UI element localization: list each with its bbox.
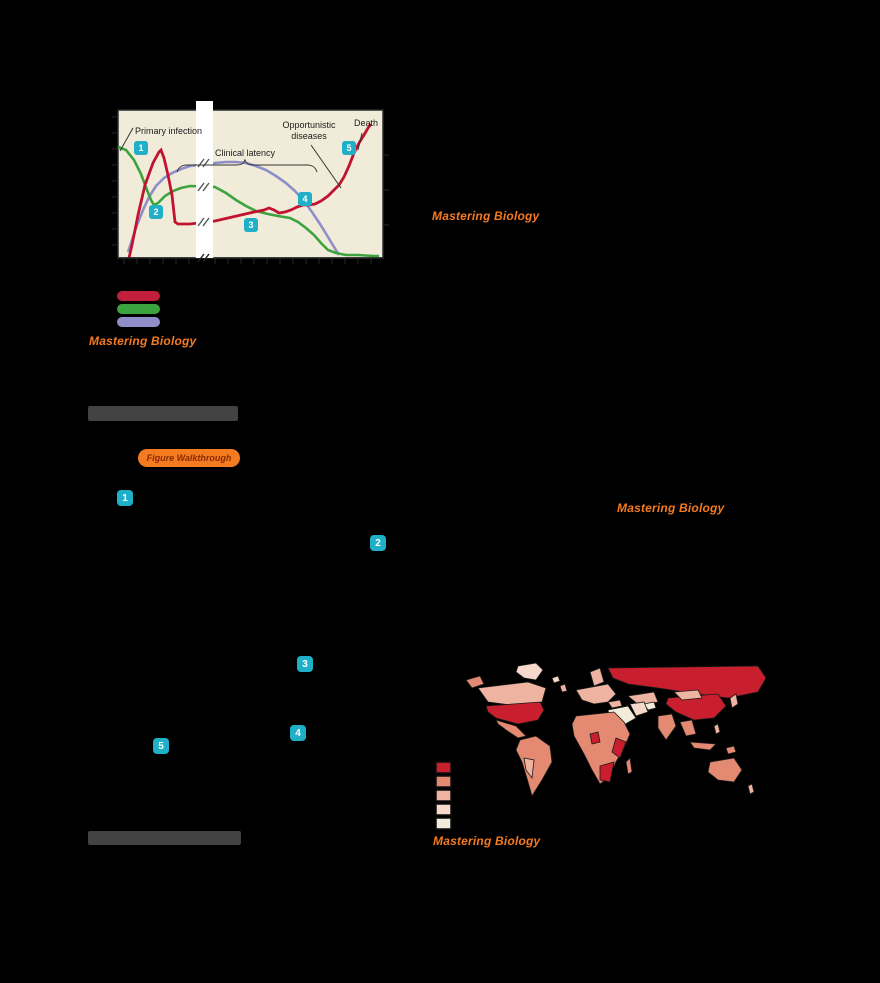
map-legend-swatch-2 bbox=[436, 776, 451, 787]
region-new-guinea bbox=[726, 746, 736, 754]
clinical-latency-label: Clinical latency bbox=[214, 148, 276, 158]
step-badge-3 bbox=[297, 656, 313, 672]
region-turkey bbox=[608, 700, 622, 708]
world-map bbox=[430, 650, 780, 840]
region-alaska bbox=[466, 676, 484, 688]
region-new-zealand bbox=[748, 784, 754, 794]
region-southern-africa bbox=[600, 762, 614, 782]
step-badge-1-number: 1 bbox=[122, 492, 128, 504]
region-india bbox=[658, 714, 676, 740]
map-legend-swatch-5 bbox=[436, 818, 451, 829]
legend-swatch-purple bbox=[117, 317, 160, 327]
opportunistic-diseases-label-line1: Opportunistic bbox=[282, 120, 336, 130]
right-axis-ticks bbox=[383, 155, 389, 225]
death-label: Death bbox=[353, 118, 379, 128]
map-legend-swatch-1 bbox=[436, 762, 451, 773]
mastering-biology-link-legend[interactable]: Mastering Biology bbox=[89, 334, 197, 348]
map-legend-swatch-3 bbox=[436, 790, 451, 801]
primary-infection-label: Primary infection bbox=[135, 126, 203, 136]
map-legend bbox=[436, 762, 451, 829]
mastering-biology-link-right[interactable]: Mastering Biology bbox=[617, 501, 725, 515]
region-south-america bbox=[516, 736, 552, 796]
region-europe bbox=[576, 684, 616, 704]
step-badge-4-number: 4 bbox=[295, 727, 301, 739]
chart-legend bbox=[115, 288, 165, 333]
legend-swatch-red bbox=[117, 291, 160, 301]
step-badge-5 bbox=[153, 738, 169, 754]
step-badge-2-number: 2 bbox=[375, 537, 381, 549]
region-se-asia bbox=[680, 720, 696, 736]
stage-badge-1-number: 1 bbox=[138, 143, 144, 153]
hiv-stages-chart bbox=[88, 95, 400, 280]
map-legend-swatch-4 bbox=[436, 804, 451, 815]
y-axis-ticks bbox=[112, 117, 118, 245]
caption-bar bbox=[88, 831, 241, 845]
region-australia bbox=[708, 758, 742, 782]
step-badge-3-number: 3 bbox=[302, 658, 308, 670]
step-badge-4 bbox=[290, 725, 306, 741]
x-axis-ticks bbox=[124, 258, 371, 264]
stage-badge-3-number: 3 bbox=[248, 220, 254, 230]
step-badge-1 bbox=[117, 490, 133, 506]
region-greenland bbox=[516, 663, 543, 680]
step-badge-2 bbox=[370, 535, 386, 551]
legend-swatch-green bbox=[117, 304, 160, 314]
region-scandinavia bbox=[590, 668, 604, 686]
region-iceland bbox=[552, 676, 560, 683]
figure-walkthrough-button[interactable] bbox=[138, 449, 240, 467]
stage-badge-5-number: 5 bbox=[346, 143, 352, 153]
figure-walkthrough-button-label: Figure Walkthrough bbox=[146, 453, 232, 463]
figure-title-bar bbox=[88, 406, 238, 421]
step-badge-5-number: 5 bbox=[158, 740, 164, 752]
mastering-biology-link-top[interactable]: Mastering Biology bbox=[432, 209, 540, 223]
stage-badge-4-number: 4 bbox=[302, 194, 308, 204]
region-philippines bbox=[714, 724, 720, 734]
region-madagascar bbox=[626, 758, 632, 774]
mastering-biology-link-map[interactable]: Mastering Biology bbox=[433, 834, 541, 848]
region-uk bbox=[560, 684, 567, 692]
stage-badge-2-number: 2 bbox=[153, 207, 159, 217]
region-usa bbox=[486, 702, 544, 724]
region-indonesia bbox=[690, 742, 716, 750]
region-nigeria bbox=[590, 732, 600, 744]
axis-break-band bbox=[196, 101, 213, 258]
opportunistic-diseases-label-line2: diseases bbox=[291, 131, 327, 141]
